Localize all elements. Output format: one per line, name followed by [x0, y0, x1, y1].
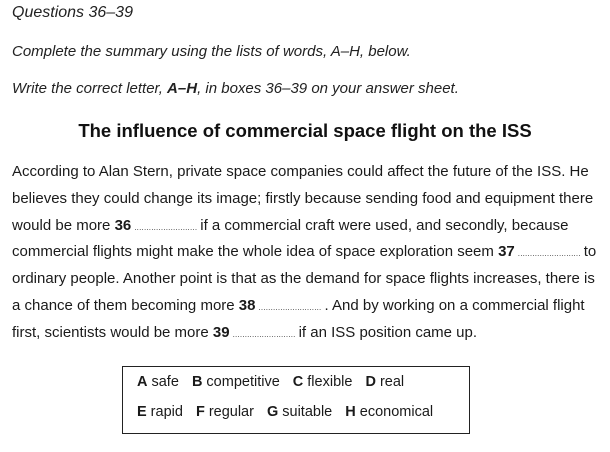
line-3-text-after: if a commercial craft were used, and secondly, because — [200, 216, 569, 234]
instruction-2-post: , in boxes 36–39 on your answer sheet. — [197, 80, 459, 97]
option-word: economical — [359, 404, 434, 420]
question-36-number: 36 — [114, 216, 132, 234]
options-row-1 — [137, 374, 413, 390]
option-word: rapid — [150, 404, 183, 420]
option-word: safe — [151, 374, 179, 390]
line-6-text-after: . And by working on a commercial flight — [324, 296, 585, 314]
option-word: regular — [208, 404, 254, 420]
word-options-box — [122, 366, 470, 434]
option-word: flexible — [307, 374, 353, 390]
option-word: competitive — [206, 374, 280, 390]
option-h — [345, 404, 433, 420]
option-word: suitable — [282, 404, 333, 420]
summary-line-3 — [12, 216, 602, 243]
instruction-2-pre: Write the correct letter, — [12, 80, 168, 97]
option-letter: G — [266, 404, 279, 420]
option-b — [192, 374, 280, 390]
option-f — [196, 404, 254, 420]
questions-heading: Questions 36–39 — [12, 4, 133, 21]
option-e — [137, 404, 183, 420]
line-7-text: first, scientists would be more — [12, 323, 213, 341]
answer-blank-39[interactable]: .......................... — [232, 329, 296, 339]
line-6-text: a chance of them becoming more — [12, 296, 239, 314]
summary-line-4 — [12, 242, 602, 269]
answer-blank-38[interactable]: .......................... — [258, 302, 322, 312]
answer-blank-37[interactable]: .......................... — [517, 249, 581, 259]
option-letter: H — [345, 404, 356, 420]
option-letter: B — [191, 374, 203, 390]
instruction-write-letter — [12, 80, 459, 97]
line-7-text-after: if an ISS position came up. — [298, 323, 478, 341]
instruction-complete-summary: Complete the summary using the lists of words, A–H, below. — [12, 43, 411, 60]
option-a — [137, 374, 179, 390]
question-37-number: 37 — [498, 243, 515, 261]
line-3-text: would be more — [12, 216, 115, 234]
option-g — [267, 404, 332, 420]
summary-line-1: According to Alan Stern, private space companies could affect the future of the ISS. He — [12, 163, 589, 180]
option-letter: A — [137, 374, 148, 390]
question-39-number: 39 — [212, 323, 230, 341]
line-4-text-after: to — [583, 243, 597, 261]
line-4-text: commercial flights might make the whole idea of space exploration seem — [12, 243, 499, 261]
option-d — [365, 374, 404, 390]
summary-paragraph — [12, 162, 602, 350]
options-row-2 — [137, 404, 442, 420]
option-letter: C — [292, 374, 304, 390]
option-word: real — [379, 374, 405, 390]
option-c — [293, 374, 353, 390]
summary-line-7 — [12, 323, 602, 350]
instruction-2-range: A–H — [167, 80, 198, 97]
option-letter: D — [365, 374, 376, 390]
summary-line-5: ordinary people. Another point is that as the demand for space flights increases, there is — [12, 270, 595, 288]
option-letter: F — [195, 404, 205, 420]
option-letter: E — [137, 404, 147, 420]
summary-title: The influence of commercial space flight on the ISS — [78, 120, 532, 141]
answer-blank-36[interactable]: .......................... — [134, 222, 198, 232]
summary-line-6 — [12, 296, 602, 323]
question-38-number: 38 — [238, 296, 256, 314]
summary-line-2: believes they could change its image; firstly because sending food and equipment there — [12, 189, 594, 207]
